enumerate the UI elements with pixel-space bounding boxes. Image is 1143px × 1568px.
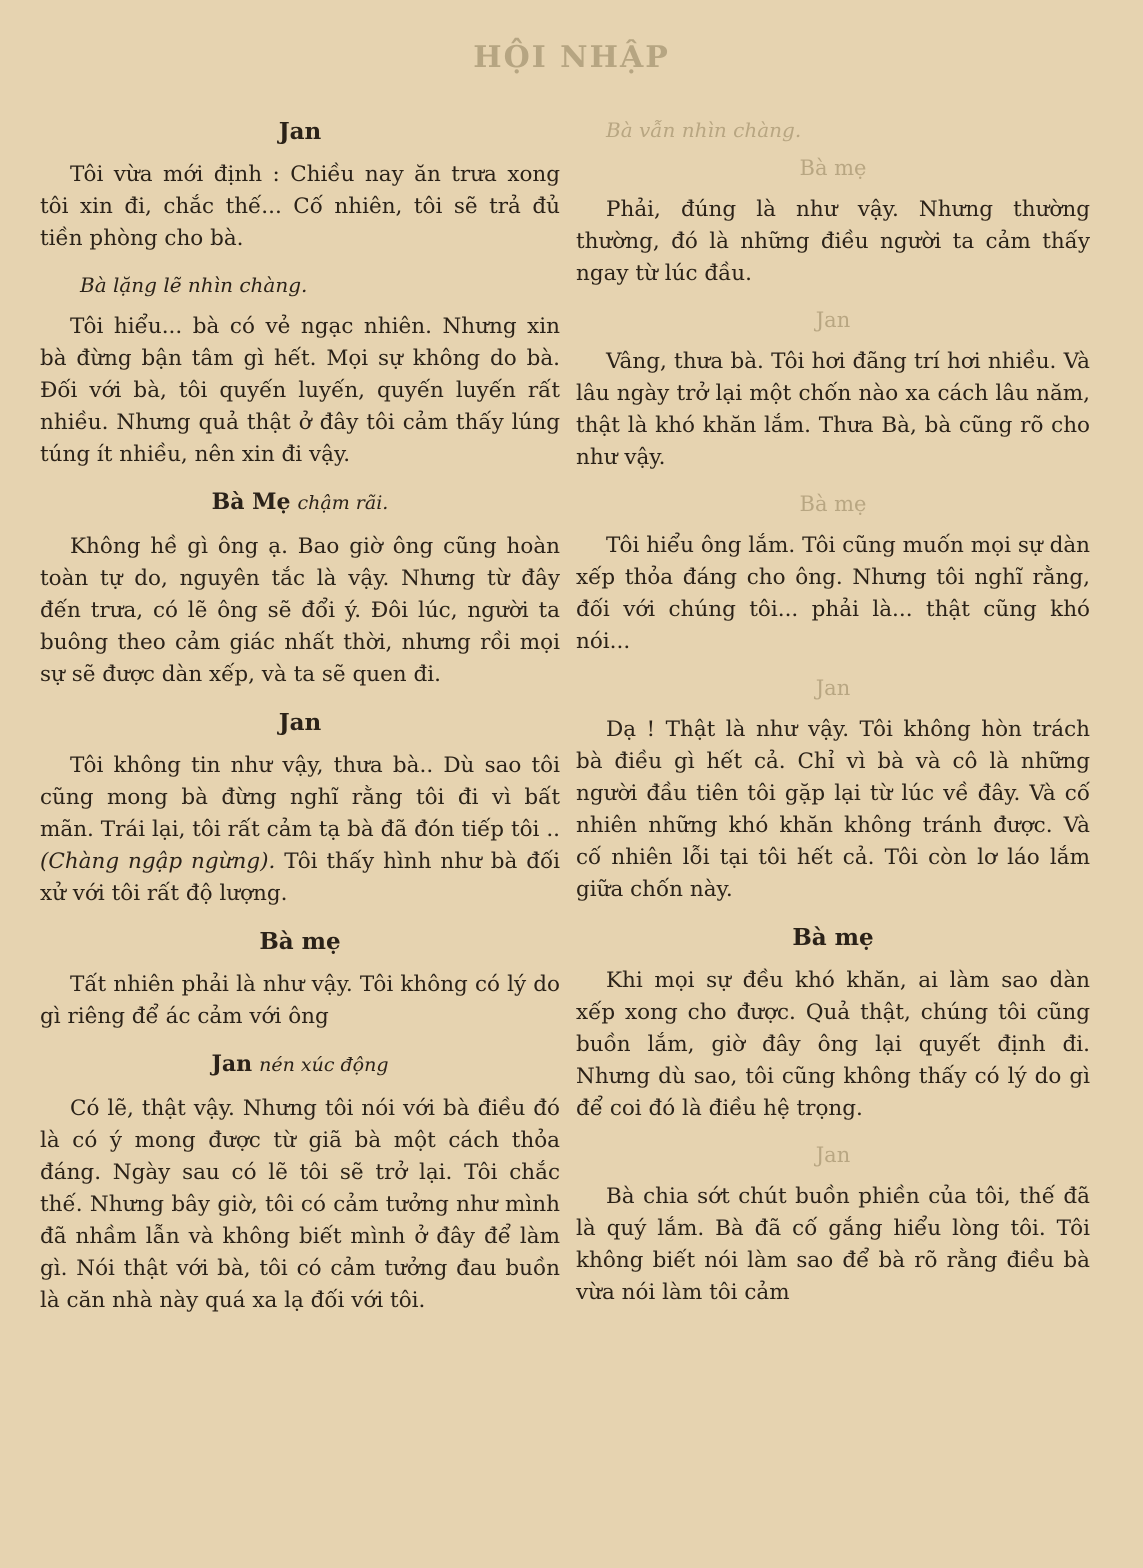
stage-direction: Bà lặng lẽ nhìn chàng. xyxy=(80,273,308,297)
speech-paragraph: Tôi vừa mới định : Chiều nay ăn trưa xong tôi xin đi, chắc thế... Cố nhiên, tôi sẽ trả đủ tiền phòng cho bà. xyxy=(40,162,560,251)
right-column xyxy=(576,118,1090,1327)
speaker-ba-me: Bà mẹ xyxy=(259,928,341,955)
stage-direction: nén xúc động xyxy=(259,1054,389,1076)
left-column xyxy=(40,118,560,1335)
speaker-jan: Jan xyxy=(815,1143,851,1167)
speaker-with-direction xyxy=(40,1051,560,1077)
running-head: HỘI NHẬP xyxy=(473,40,670,75)
speech-paragraph: Tôi hiểu ông lắm. Tôi cũng muốn mọi sự dàn xếp thỏa đáng cho ông. Nhưng tôi nghĩ rằng, đối với chúng tôi... phải là... thật cũng khó nói... xyxy=(576,533,1090,654)
speech-paragraph: Có lẽ, thật vậy. Nhưng tôi nói với bà điều đó là có ý mong được từ giã bà một cách thỏa đáng. Ngày sau có lẽ tôi sẽ trở lại. Tôi chắc thế. Nhưng bây giờ, tôi có cảm tưởng như mình đã nhầm lẫn và không biết mình ở đây để làm gì. Nói thật với bà, tôi có cảm tưởng đau buồn là căn nhà này quá xa lạ đối với tôi. xyxy=(40,1096,560,1313)
inline-stage-direction: (Chàng ngập ngừng). xyxy=(40,849,276,874)
stage-direction: chậm rãi. xyxy=(297,492,389,514)
speech-paragraph: Dạ ! Thật là như vậy. Tôi không hòn trách bà điều gì hết cả. Chỉ vì bà và cô là những người đầu tiên tôi gặp lại từ lúc về đây. Và cố nhiên những khó khăn không tránh được. Và cố nhiên lỗi tại tôi hết cả. Tôi còn lơ láo lắm giữa chốn này. xyxy=(576,717,1090,902)
speech-paragraph: Tất nhiên phải là như vậy. Tôi không có lý do gì riêng để ác cảm với ông xyxy=(40,972,560,1029)
speaker-ba-me: Bà mẹ xyxy=(799,156,867,180)
speaker-with-direction xyxy=(40,489,560,515)
speaker-jan: Jan xyxy=(815,308,851,332)
speech-paragraph: Bà chia sớt chút buồn phiền của tôi, thế đã là quý lắm. Bà đã cố gắng hiểu lòng tôi. Tôi không biết nói làm sao để bà rõ rằng điều bà vừa nói làm tôi cảm xyxy=(576,1184,1090,1305)
speech-paragraph: Khi mọi sự đều khó khăn, ai làm sao dàn xếp xong cho được. Quả thật, chúng tôi cũng buồn lắm, giờ đây ông lại quyết định đi. Nhưng dù sao, tôi cũng không thấy có lý do gì để coi đó là điều hệ trọng. xyxy=(576,968,1090,1121)
speaker-jan: Jan xyxy=(278,709,322,736)
stage-direction: Bà vẫn nhìn chàng. xyxy=(606,118,802,142)
speech-text: Tôi thấy hình như bà đối xử với tôi rất độ lượng. xyxy=(40,849,560,906)
speech-paragraph: Tôi hiểu... bà có vẻ ngạc nhiên. Nhưng xin bà đừng bận tâm gì hết. Mọi sự không do bà. Đối với bà, tôi quyến luyến, quyến luyến rất nhiều. Nhưng quả thật ở đây tôi cảm thấy lúng túng ít nhiều, nên xin đi vậy. xyxy=(40,314,560,467)
speech-text: Tôi không tin như vậy, thưa bà.. Dù sao tôi cũng mong bà đừng nghĩ rằng tôi đi vì bất mãn. Trái lại, tôi rất cảm tạ bà đã đón tiếp tôi .. xyxy=(40,753,560,842)
speech-paragraph: Vâng, thưa bà. Tôi hơi đãng trí hơi nhiều. Và lâu ngày trở lại một chốn nào xa cách lâu năm, thật là khó khăn lắm. Thưa Bà, bà cũng rõ cho như vậy. xyxy=(576,349,1090,470)
speaker-jan: Jan xyxy=(815,676,851,700)
speaker-jan: Jan xyxy=(211,1051,253,1077)
speech-paragraph: Không hề gì ông ạ. Bao giờ ông cũng hoàn toàn tự do, nguyên tắc là vậy. Nhưng từ đây đến trưa, có lẽ ông sẽ đổi ý. Đôi lúc, người ta buông theo cảm giác nhất thời, nhưng rồi mọi sự sẽ được dàn xếp, và ta sẽ quen đi. xyxy=(40,534,560,687)
speech-paragraph xyxy=(40,750,560,910)
speaker-jan: Jan xyxy=(278,118,322,145)
speaker-ba-me: Bà Mẹ xyxy=(211,489,291,515)
speaker-ba-me: Bà mẹ xyxy=(799,492,867,516)
speech-paragraph: Phải, đúng là như vậy. Nhưng thường thường, đó là những điều người ta cảm thấy ngay từ lúc đầu. xyxy=(576,197,1090,286)
speaker-ba-me: Bà mẹ xyxy=(792,924,874,951)
